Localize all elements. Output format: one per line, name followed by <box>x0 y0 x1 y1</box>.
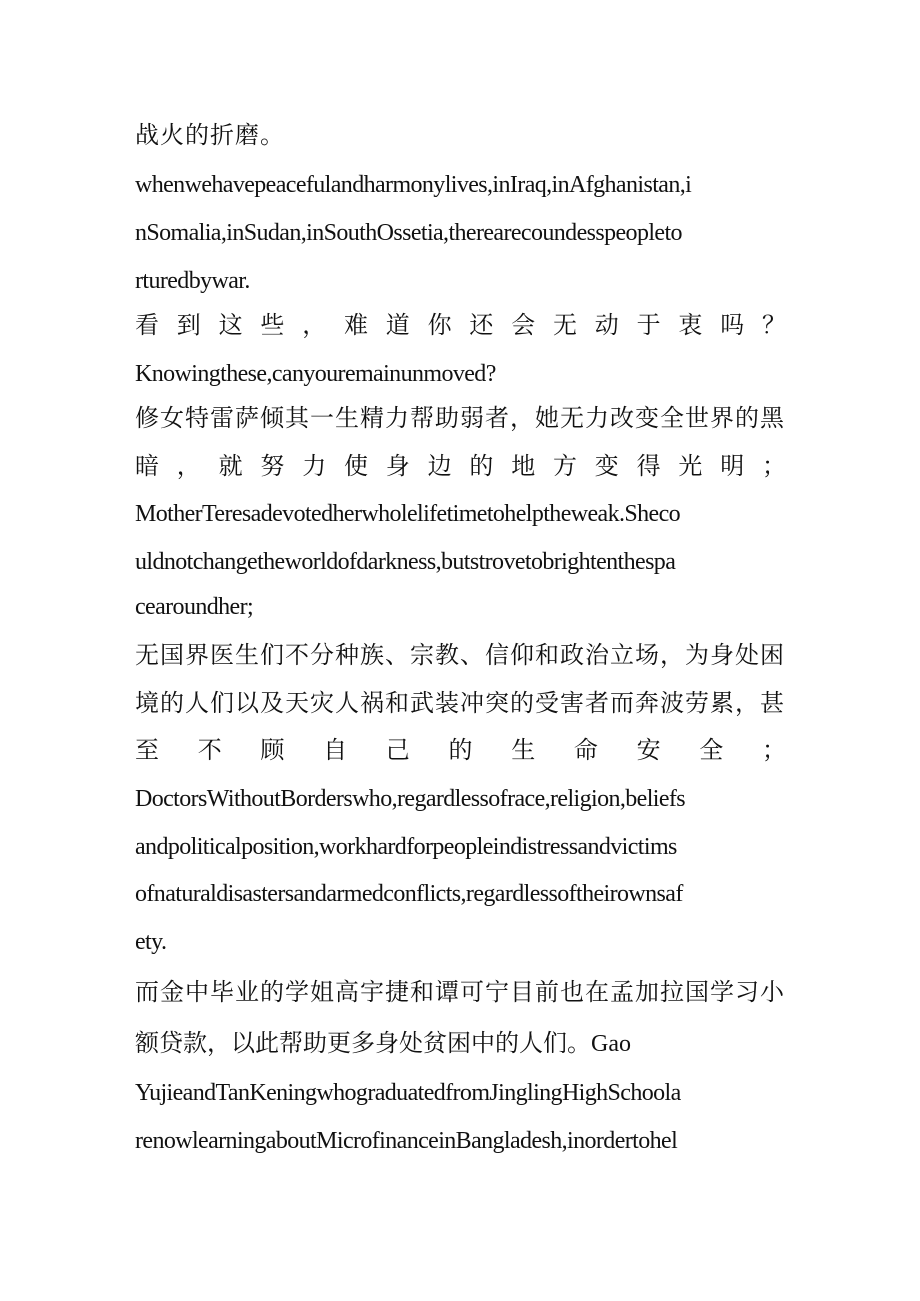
text-line: nSomalia,inSudan,inSouthOssetia,therearecoundesspeopleto <box>135 220 682 246</box>
text-line: 而金中毕业的学姐高宇捷和谭可宁目前也在孟加拉国学习小 <box>135 980 785 1006</box>
text-line: renowlearningaboutMicrofinanceinBangladesh,inordertohel <box>135 1128 678 1154</box>
text-line: ofnaturaldisastersandarmedconflicts,regardlessoftheirownsaf <box>135 881 683 907</box>
text-line: 额贷款，以此帮助更多身处贫困中的人们。Gao <box>135 1031 631 1057</box>
text-line: cearoundher; <box>135 594 254 620</box>
text-line: ety. <box>135 929 167 955</box>
text-line: 暗 ， 就 努 力 使 身 边 的 地 方 变 得 光 明 ； <box>135 454 786 480</box>
text-line: whenwehavepeacefulandharmonylives,inIraq,inAfghanistan,i <box>135 172 692 198</box>
text-line: 看 到 这 些 ， 难 道 你 还 会 无 动 于 衷 吗 ？ <box>135 313 786 339</box>
text-line: rturedbywar. <box>135 268 250 294</box>
text-line: YujieandTanKeningwhograduatedfromJinglingHighSchoola <box>135 1080 681 1106</box>
text-line: 至 不 顾 自 己 的 生 命 安 全 ； <box>135 738 786 764</box>
text-line: andpoliticalposition,workhardforpeopleindistressandvictims <box>135 834 677 860</box>
text-line: 无国界医生们不分种族、宗教、信仰和政治立场，为身处困 <box>135 643 785 669</box>
text-line: 境的人们以及天灾人祸和武装冲突的受害者而奔波劳累，甚 <box>135 691 785 717</box>
text-line: Knowingthese,canyouremainunmoved? <box>135 361 496 387</box>
text-line: uldnotchangetheworldofdarkness,butstrovetobrightenthespa <box>135 549 676 575</box>
text-line: DoctorsWithoutBorderswho,regardlessofrace,religion,beliefs <box>135 786 686 812</box>
text-line: MotherTeresadevotedherwholelifetimetohelptheweak.Sheco <box>135 501 681 527</box>
text-line: 修女特雷萨倾其一生精力帮助弱者，她无力改变全世界的黑 <box>135 406 785 432</box>
text-line: 战火的折磨。 <box>135 123 285 149</box>
